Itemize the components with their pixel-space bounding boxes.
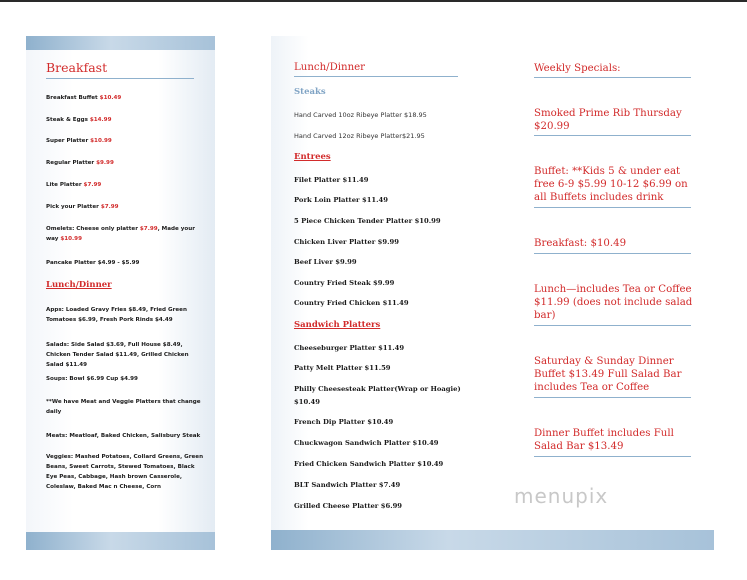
breakfast-title: Breakfast bbox=[46, 60, 108, 75]
pancake-item: Pancake Platter $4.99 - $5.99 bbox=[46, 260, 140, 266]
sandwich-title: Sandwich Platters bbox=[294, 320, 381, 330]
entree-item: Chicken Liver Platter $9.99 bbox=[294, 238, 399, 246]
sandwich-item: Philly Cheesesteak Platter(Wrap or Hoagie) $10.49 bbox=[294, 385, 461, 406]
breakfast-title-rule bbox=[46, 78, 194, 79]
sandwich-item: Fried Chicken Sandwich Platter $10.49 bbox=[294, 460, 444, 468]
sandwich-item: Cheeseburger Platter $11.49 bbox=[294, 344, 405, 352]
entree-item: Country Fried Chicken $11.49 bbox=[294, 299, 409, 307]
lunch-dinner-panel bbox=[271, 36, 460, 550]
panel-footer-band bbox=[26, 532, 215, 550]
special-item: Dinner Buffet includes Full Salad Bar $13.49 bbox=[534, 428, 674, 452]
sandwich-item: Patty Melt Platter $11.59 bbox=[294, 364, 391, 372]
apps-item: Apps: Loaded Gravy Fries $8.49, Fried Green Tomatoes $6.99, Fresh Pork Rinds $4.49 bbox=[46, 307, 187, 323]
steak-item: Hand Carved 10oz Ribeye Platter $18.95 bbox=[294, 111, 427, 119]
footer-band bbox=[271, 530, 714, 550]
sandwich-item: Chuckwagon Sandwich Platter $10.49 bbox=[294, 439, 439, 447]
special-item: Buffet: **Kids 5 & under eat free 6-9 $5.99 10-12 $6.99 on all Buffets includes drink bbox=[534, 166, 688, 203]
special-rule bbox=[534, 456, 691, 457]
special-item: Saturday & Sunday Dinner Buffet $13.49 Full Salad Bar includes Tea or Coffee bbox=[534, 356, 682, 393]
breakfast-item: Regular Platter $9.99 bbox=[46, 160, 114, 166]
veggies-item: Veggies: Mashed Potatoes, Collard Greens, Green Beans, Sweet Carrots, Stewed Tomatoes, Black Eye Peas, Cabbage, Hash brown Casserole, Coleslaw, Baked Mac n Cheese, Corn bbox=[46, 454, 204, 490]
breakfast-item: Lite Platter $7.99 bbox=[46, 182, 102, 188]
special-item: Breakfast: $10.49 bbox=[534, 238, 627, 249]
special-rule bbox=[534, 397, 691, 398]
breakfast-item: Super Platter $10.99 bbox=[46, 138, 112, 144]
menupix-watermark: menupix bbox=[514, 484, 609, 508]
entree-item: Filet Platter $11.49 bbox=[294, 176, 369, 184]
steak-item: Hand Carved 12oz Ribeye Platter$21.95 bbox=[294, 132, 425, 140]
breakfast-item: Breakfast Buffet $10.49 bbox=[46, 95, 122, 101]
meats-item: Meats: Meatloaf, Baked Chicken, Salisbury Steak bbox=[46, 433, 201, 439]
breakfast-panel bbox=[26, 36, 215, 550]
steaks-title: Steaks bbox=[294, 87, 326, 97]
special-rule bbox=[534, 325, 691, 326]
top-border-line bbox=[0, 0, 747, 2]
entree-item: Pork Loin Platter $11.49 bbox=[294, 196, 388, 204]
panel-header-band bbox=[26, 36, 215, 50]
special-rule bbox=[534, 207, 691, 208]
entrees-title: Entrees bbox=[294, 152, 331, 162]
specials-title-rule bbox=[534, 77, 691, 78]
entree-item: 5 Piece Chicken Tender Platter $10.99 bbox=[294, 217, 441, 225]
specials-title: Weekly Specials: bbox=[534, 63, 621, 74]
mid-title: Lunch/Dinner bbox=[294, 62, 366, 73]
sandwich-item: BLT Sandwich Platter $7.49 bbox=[294, 481, 401, 489]
breakfast-item: Pick your Platter $7.99 bbox=[46, 204, 119, 210]
mid-title-rule bbox=[294, 76, 458, 77]
sandwich-item: Grilled Cheese Platter $6.99 bbox=[294, 502, 403, 510]
entree-item: Beef Liver $9.99 bbox=[294, 258, 357, 266]
breakfast-item: Steak & Eggs $14.99 bbox=[46, 117, 112, 123]
soups-item: Soups: Bowl $6.99 Cup $4.99 bbox=[46, 376, 138, 382]
special-rule bbox=[534, 135, 691, 136]
special-item: Smoked Prime Rib Thursday $20.99 bbox=[534, 108, 682, 132]
special-rule bbox=[534, 253, 691, 254]
entree-item: Country Fried Steak $9.99 bbox=[294, 279, 395, 287]
note-item: **We have Meat and Veggie Platters that change daily bbox=[46, 399, 201, 415]
left-lunch-title: Lunch/Dinner bbox=[46, 280, 112, 290]
omelets-item: Omelets: Cheese only platter $7.99, Made your way $10.99 bbox=[46, 226, 195, 242]
special-item: Lunch—includes Tea or Coffee $11.99 (does not include salad bar) bbox=[534, 284, 693, 321]
salads-item: Salads: Side Salad $3.69, Full House $8.49, Chicken Tender Salad $11.49, Grilled Chicken Salad $11.49 bbox=[46, 342, 189, 368]
sandwich-item: French Dip Platter $10.49 bbox=[294, 418, 394, 426]
